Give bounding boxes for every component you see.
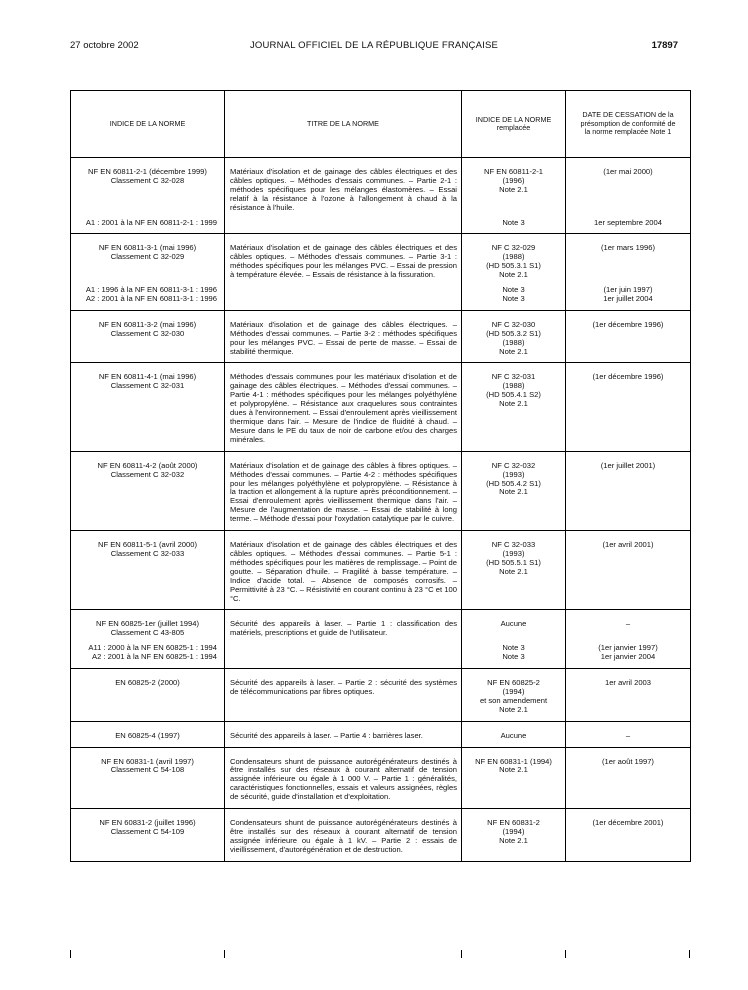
- cessation-date: (1er mars 1996): [600, 243, 656, 253]
- table-row: [71, 451, 691, 530]
- norm-index: NF EN 60811-3-1 (mai 1996): [98, 243, 197, 253]
- table-row: [71, 234, 691, 310]
- table-row: [71, 809, 691, 862]
- amendment-index: A1 : 2001 à la NF EN 60811-2-1 : 1999: [85, 217, 217, 227]
- cell-titre: [225, 234, 462, 310]
- norm-index: Classement C 32-029: [110, 252, 185, 262]
- cell-date: [566, 451, 691, 530]
- cell-date: [566, 809, 691, 862]
- amendment-index: A1 : 1996 à la NF EN 60811-3-1 : 1996: [85, 285, 217, 295]
- norm-title: Sécurité des appareils à laser. – Partie 4 : barrières laser.: [230, 730, 423, 740]
- cell-titre: [225, 809, 462, 862]
- norm-index: NF EN 60831-2 (juillet 1996): [99, 818, 196, 828]
- replaced-norm: Note 2.1: [499, 704, 528, 714]
- table-row: [71, 747, 691, 809]
- table-row: [71, 158, 691, 234]
- cell-indice: [71, 610, 225, 669]
- cell-indice: [71, 747, 225, 809]
- cessation-date: –: [625, 730, 631, 740]
- cessation-date: (1er mai 2000): [603, 167, 653, 176]
- norm-index: EN 60825-4 (1997): [115, 730, 180, 740]
- issue-date: 27 octobre 2002: [70, 40, 139, 51]
- norm-title: Condensateurs shunt de puissance autorégénérateurs destinés à être installés sur des réseaux à courant alternatif de tension assignée inférieure ou égale à 1 kV. – Partie 2 : essais de vieillissement, d'autorégénération et de destruction.: [230, 818, 457, 854]
- replaced-norm: Aucune: [500, 619, 527, 629]
- replaced-norm: (HD 505.3.2 S1): [486, 328, 541, 338]
- norm-index: Classement C 32-033: [110, 548, 185, 558]
- norm-index: Classement C 32-028: [110, 175, 185, 185]
- table-row: [71, 721, 691, 747]
- cell-titre: [225, 610, 462, 669]
- cell-titre: [225, 363, 462, 451]
- cell-titre: [225, 747, 462, 809]
- cell-remplacee: [462, 158, 566, 234]
- amendment-replaced: Note 3: [502, 652, 525, 662]
- cell-titre: [225, 721, 462, 747]
- norm-title: Matériaux d'isolation et de gainage des câbles électriques et des câbles optiques. – Méthodes d'essais communes. – Partie 2-1 : méthodes spécifiques pour les mélanges élastomères. – Essai relatif à la résistance à l'ozone à l'allongement à chaud à la résistance à l'huile.: [230, 167, 457, 212]
- cessation-date: 1er avril 2003: [604, 678, 651, 688]
- replaced-norm: Note 2.1: [499, 566, 528, 576]
- cell-date: [566, 234, 691, 310]
- replaced-norm: NF C 32-031: [491, 372, 536, 382]
- cessation-date: –: [625, 619, 631, 629]
- table-row: [71, 531, 691, 610]
- norm-title: Condensateurs shunt de puissance autorégénérateurs destinés à être installés sur des réseaux à courant alternatif de tension assignée inférieure ou égale à 1 000 V. – Partie 1 : généralités, caractéristiques fonctionnelles, essais et valeurs assignées, règles de sécurité, guide d'installation et d'exploitation.: [230, 756, 457, 802]
- table-row: [71, 669, 691, 722]
- replaced-norm: (1994): [502, 686, 525, 696]
- replaced-norm: Note 2.1: [499, 835, 528, 845]
- cell-date: [566, 531, 691, 610]
- column-header-date-cessation: DATE DE CESSATION de la présomption de conformité de la norme remplacée Note 1: [566, 91, 691, 158]
- cell-titre: [225, 669, 462, 722]
- cessation-date: (1er juillet 2001): [600, 460, 656, 470]
- table-header-row: [71, 91, 691, 158]
- cell-remplacee: [462, 531, 566, 610]
- norm-index: Classement C 32-030: [110, 328, 185, 338]
- replaced-norm: Note 2.1: [499, 346, 528, 356]
- journal-title: JOURNAL OFFICIEL DE LA RÉPUBLIQUE FRANÇAISE: [249, 40, 499, 51]
- amendment-index: A2 : 2001 à la NF EN 60811-3-1 : 1996: [85, 293, 217, 303]
- cessation-date: (1er avril 2001): [602, 540, 654, 550]
- cessation-date: (1er décembre 1996): [592, 372, 664, 382]
- norm-index: NF EN 60831-1 (avril 1997): [101, 756, 194, 766]
- amendment-cessation-date: 1er juillet 2004: [603, 293, 653, 303]
- replaced-norm: (1993): [502, 469, 525, 479]
- replaced-norm: (HD 505.3.1 S1): [486, 261, 541, 271]
- cell-remplacee: [462, 721, 566, 747]
- cell-titre: [225, 451, 462, 530]
- cell-date: [566, 747, 691, 809]
- standards-table: [70, 90, 691, 862]
- replaced-norm: Aucune: [500, 730, 527, 740]
- replaced-norm: (1996): [502, 175, 525, 185]
- cell-date: [566, 610, 691, 669]
- replaced-norm: Note 2.1: [499, 184, 528, 194]
- replaced-norm: NF C 32-029: [491, 243, 536, 253]
- replaced-norm: (HD 505.4.1 S2): [486, 390, 541, 400]
- replaced-norm: (1994): [502, 827, 525, 837]
- amendment-replaced: Note 3: [502, 285, 525, 295]
- cell-indice: [71, 721, 225, 747]
- cell-remplacee: [462, 363, 566, 451]
- table-row: [71, 610, 691, 669]
- replaced-norm: (HD 505.5.1 S1): [486, 557, 541, 567]
- norm-index: Classement C 32-031: [110, 381, 185, 391]
- table-row: [71, 310, 691, 363]
- norm-index: Classement C 32-032: [110, 469, 185, 479]
- norm-index: NF EN 60811-4-2 (août 2000): [97, 460, 198, 470]
- table-continuation: [70, 950, 690, 958]
- norm-title: Matériaux d'isolation et de gainage des câbles à fibres optiques. – Méthodes d'essai communes. – Partie 4-2 : méthodes spécifiques pour les mélanges polyéthylène et polypropylène. – Résistance à la traction et allongement à la rupture après préconditionnement. – Essai d'enroulement après vieillissement thermique dans l'air. – Mesure de l'augmentation de masse. – Essai de stabilité à long terme. – Méthode d'essai pour l'oxydation catalytique par le cuivre.: [230, 460, 457, 524]
- cell-remplacee: [462, 234, 566, 310]
- amendment-replaced: Note 3: [502, 217, 525, 227]
- page-number: 17897: [651, 40, 678, 51]
- amendment-cessation-date: 1er septembre 2004: [594, 217, 662, 227]
- norm-title: Sécurité des appareils à laser. – Partie 1 : classification des matériels, prescriptions et guide de l'utilisateur.: [230, 619, 457, 638]
- norm-index: NF EN 60811-5-1 (avril 2000): [97, 540, 198, 550]
- cell-indice: [71, 310, 225, 363]
- replaced-norm: (1988): [502, 337, 525, 347]
- amendment-cessation-date: (1er juin 1997): [603, 285, 653, 295]
- norm-index: Classement C 54-109: [110, 827, 185, 837]
- cell-remplacee: [462, 310, 566, 363]
- norm-index: Classement C 43-805: [110, 628, 185, 638]
- replaced-norm: NF C 32-032: [491, 460, 536, 470]
- cessation-date: (1er décembre 2001): [592, 818, 664, 828]
- replaced-norm: et son amendement: [479, 695, 548, 705]
- cell-remplacee: [462, 669, 566, 722]
- column-header-indice: INDICE DE LA NORME: [71, 91, 225, 158]
- cessation-date: (1er décembre 1996): [592, 319, 664, 329]
- norm-index: NF EN 60811-4-1 (mai 1996): [98, 372, 197, 382]
- replaced-norm: (1988): [502, 381, 525, 391]
- cell-indice: [71, 158, 225, 234]
- norm-index: EN 60825-2 (2000): [115, 678, 180, 688]
- norm-title: Méthodes d'essais communes pour les matériaux d'isolation et de gainage des câbles électriques. – Méthodes d'essai communes. – Partie 4-1 : méthodes spécifiques pour les mélanges polyéthylène et polypropylène. – Résistance aux craquelures sous contraintes dues à l'environnement. – Essai d'enroulement après vieillissement thermique dans l'air. – Mesure de l'indice de fluidité à chaud. – Mesure dans le PE du taux de noir de carbone et/ou des charges minérales.: [230, 372, 457, 444]
- replaced-norm: Note 2.1: [499, 765, 528, 775]
- cell-indice: [71, 234, 225, 310]
- cessation-date: (1er août 1997): [602, 756, 654, 766]
- cell-date: [566, 158, 691, 234]
- cell-remplacee: [462, 610, 566, 669]
- replaced-norm: (1988): [502, 252, 525, 262]
- cell-indice: [71, 451, 225, 530]
- cell-remplacee: [462, 809, 566, 862]
- cell-titre: [225, 310, 462, 363]
- cell-date: [566, 721, 691, 747]
- replaced-norm: NF EN 60831-1 (1994): [475, 756, 552, 766]
- amendment-index: A11 : 2000 à la NF EN 60825-1 : 1994: [88, 643, 217, 653]
- amendment-cessation-date: (1er janvier 1997): [598, 643, 658, 653]
- amendment-replaced: Note 3: [502, 293, 525, 303]
- page-header: [0, 40, 748, 56]
- replaced-norm: NF C 32-030: [491, 319, 536, 329]
- amendment-cessation-date: 1er janvier 2004: [600, 652, 656, 662]
- norm-title: Sécurité des appareils à laser. – Partie 2 : sécurité des systèmes de télécommunications par fibres optiques.: [230, 678, 457, 696]
- norm-index: NF EN 60811-2-1 (décembre 1999): [88, 167, 207, 176]
- cell-titre: [225, 531, 462, 610]
- cell-remplacee: [462, 747, 566, 809]
- norm-title: Matériaux d'isolation et de gainage des câbles électriques et des câbles optiques. – Méthodes d'essai communes. – Partie 5-1 : méthodes spécifiques pour les matières de remplissage. – Point de goutte. – Séparation d'huile. – Fragilité à basse température. – Indice d'acide total. – Absence de composés corrosifs. – Permittivité à 23 °C. – Résistivité en courant continu à 23 °C et 100 °C.: [230, 540, 457, 603]
- cell-indice: [71, 669, 225, 722]
- replaced-norm: Note 2.1: [499, 487, 528, 497]
- cell-indice: [71, 363, 225, 451]
- norm-index: Classement C 54-108: [110, 765, 185, 775]
- replaced-norm: (1993): [502, 548, 525, 558]
- norm-title: Matériaux d'isolation et de gainage des câbles électriques. – Méthodes d'essai communes. – Partie 3-2 : méthodes spécifiques pour les mélanges PVC. – Essai de perte de masse. – Essai de stabilité thermique.: [230, 319, 457, 356]
- norm-index: NF EN 60811-3-2 (mai 1996): [98, 319, 197, 329]
- column-header-remplacee: INDICE DE LA NORME remplacée: [462, 91, 566, 158]
- amendment-index: A2 : 2001 à la NF EN 60825-1 : 1994: [92, 652, 217, 662]
- table-row: [71, 363, 691, 451]
- replaced-norm: NF EN 60825-2: [487, 678, 540, 688]
- cell-titre: [225, 158, 462, 234]
- norm-title: Matériaux d'isolation et de gainage des câbles électriques et des câbles optiques. – Méthodes d'essais communes. – Partie 3-1 : méthodes spécifiques pour les mélanges PVC. – Essai de pression à température élevée. – Essais de résistance à la fissuration.: [230, 243, 457, 280]
- replaced-norm: NF EN 60831-2: [487, 818, 540, 828]
- replaced-norm: Note 2.1: [499, 270, 528, 280]
- cell-indice: [71, 809, 225, 862]
- norm-index: NF EN 60825-1er (juillet 1994): [96, 619, 199, 629]
- cell-indice: [71, 531, 225, 610]
- cell-date: [566, 310, 691, 363]
- replaced-norm: Note 2.1: [499, 399, 528, 409]
- replaced-norm: NF C 32-033: [491, 540, 536, 550]
- cell-date: [566, 669, 691, 722]
- amendment-replaced: Note 3: [502, 643, 525, 653]
- replaced-norm: (HD 505.4.2 S1): [486, 478, 541, 488]
- column-header-titre: TITRE DE LA NORME: [225, 91, 462, 158]
- replaced-norm: NF EN 60811-2-1: [484, 167, 543, 176]
- cell-date: [566, 363, 691, 451]
- cell-remplacee: [462, 451, 566, 530]
